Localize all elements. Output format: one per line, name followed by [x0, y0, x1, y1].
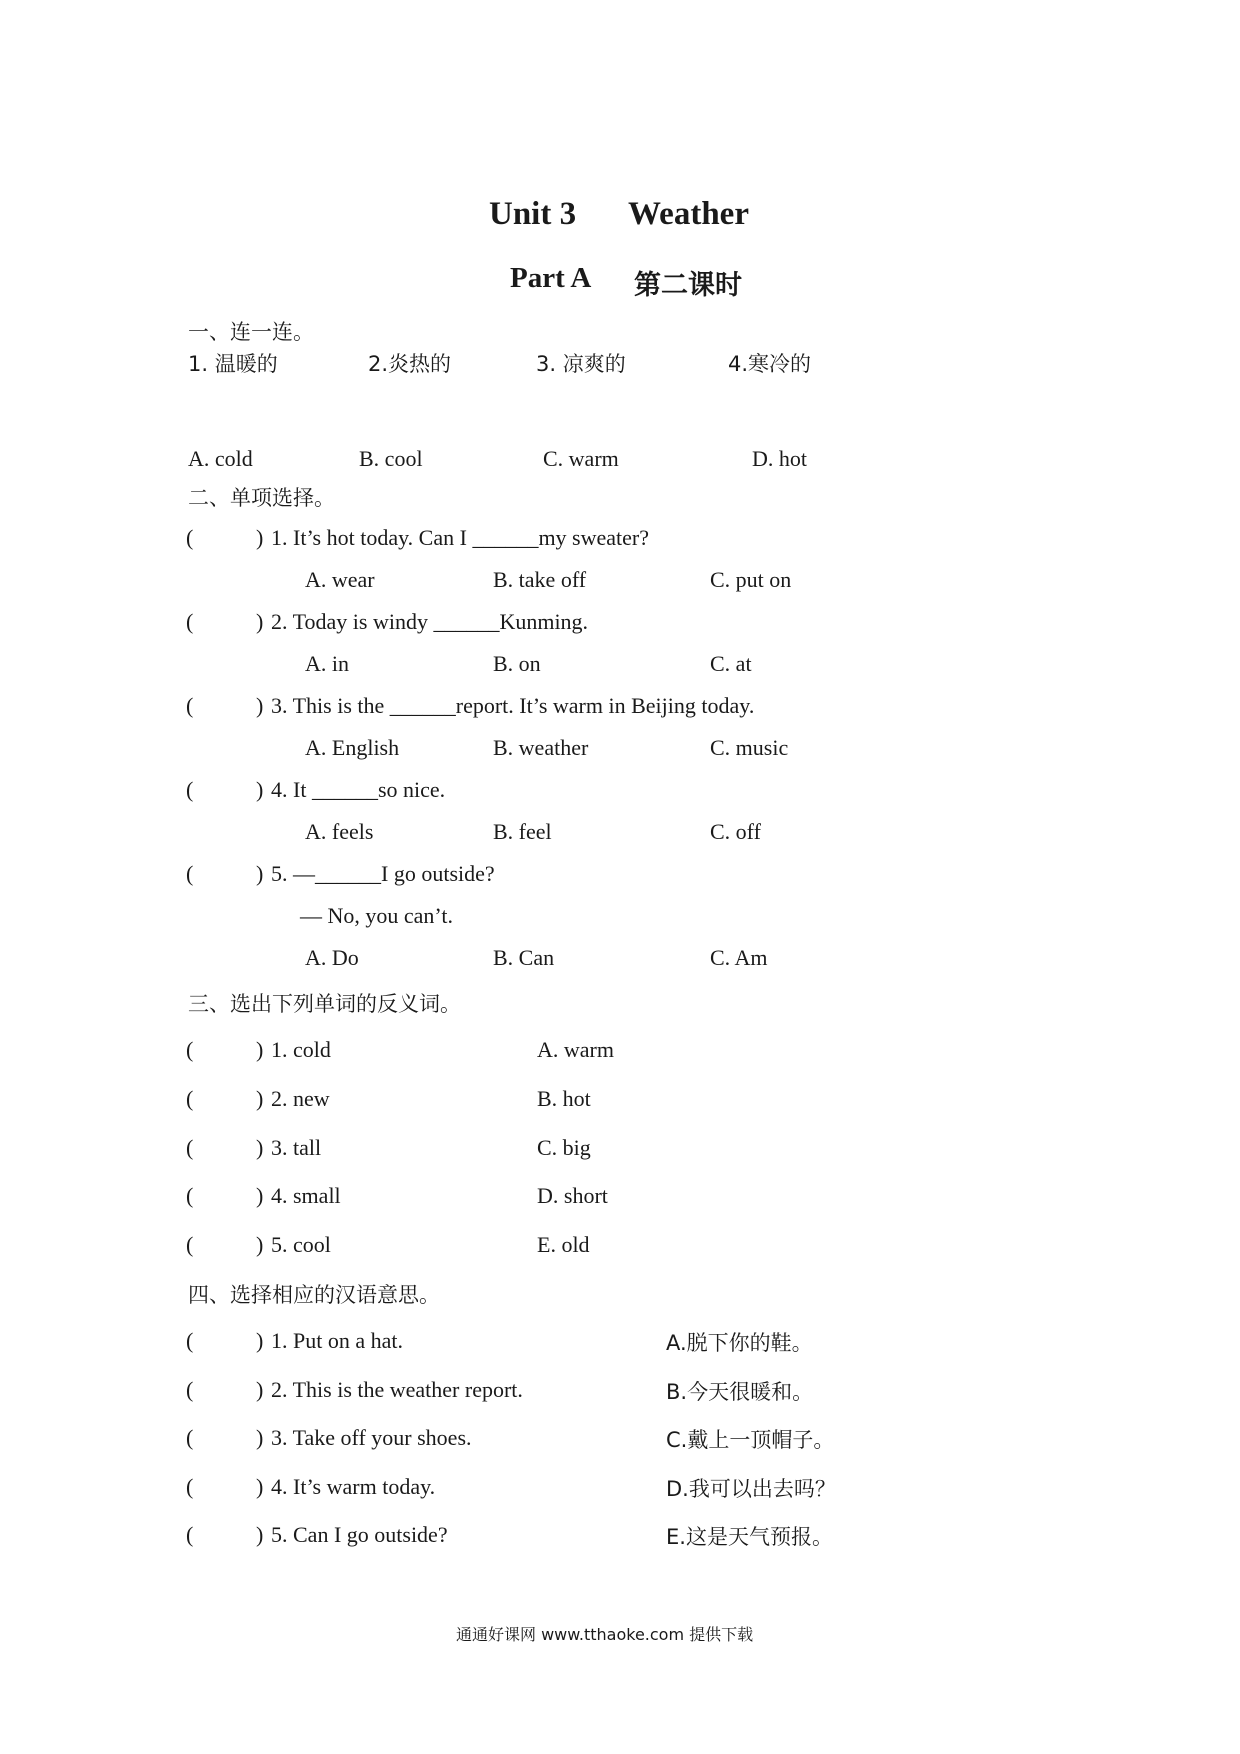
- english-sentence: 5. Can I go outside?: [271, 1522, 448, 1547]
- answer-paren-open[interactable]: (: [186, 1086, 194, 1111]
- answer-paren-close: ): [256, 1135, 264, 1160]
- english-sentence: 1. Put on a hat.: [271, 1328, 403, 1353]
- answer-paren-close: ): [256, 1232, 264, 1257]
- match-bottom-item: C. warm: [543, 446, 619, 471]
- word: 4. small: [271, 1183, 341, 1208]
- answer-paren-close: ): [256, 693, 264, 718]
- antonym-option: E. old: [537, 1232, 590, 1257]
- unit-topic: Weather: [628, 196, 749, 232]
- question-text: 1. It’s hot today. Can I ______my sweater?: [271, 525, 649, 550]
- antonym-option: C. big: [537, 1135, 591, 1160]
- option: A. English: [305, 735, 400, 760]
- match-top-item: 3. 凉爽的: [536, 352, 626, 376]
- question-text: 5. —______I go outside?: [271, 861, 495, 886]
- answer-paren-close: ): [256, 1183, 264, 1208]
- section2-heading: 二、单项选择。: [188, 486, 335, 510]
- question-text: 3. This is the ______report. It’s warm in Beijing today.: [271, 693, 755, 718]
- answer-paren-open[interactable]: (: [186, 525, 194, 550]
- option: C. music: [710, 735, 789, 760]
- answer-paren-open[interactable]: (: [186, 1328, 194, 1353]
- answer-paren-open[interactable]: (: [186, 861, 194, 886]
- option: B. feel: [493, 819, 552, 844]
- answer-paren-open[interactable]: (: [186, 1474, 194, 1499]
- match-top-item: 2.炎热的: [368, 352, 452, 376]
- answer-paren-open[interactable]: (: [186, 1135, 194, 1160]
- word: 5. cool: [271, 1232, 331, 1257]
- option: B. on: [493, 651, 541, 676]
- answer-paren-open[interactable]: (: [186, 693, 194, 718]
- answer-paren-close: ): [256, 609, 264, 634]
- answer-paren-close: ): [256, 1328, 264, 1353]
- answer-paren-open[interactable]: (: [186, 1425, 194, 1450]
- question-text: 4. It ______so nice.: [271, 777, 446, 802]
- answer-paren-close: ): [256, 1377, 264, 1402]
- answer-paren-close: ): [256, 1425, 264, 1450]
- chinese-meaning: B.今天很暖和。: [666, 1380, 814, 1404]
- chinese-meaning: A.脱下你的鞋。: [666, 1331, 813, 1355]
- answer-paren-close: ): [256, 1474, 264, 1499]
- match-bottom-item: B. cool: [359, 446, 423, 471]
- word: 1. cold: [271, 1037, 331, 1062]
- option: C. at: [710, 651, 752, 676]
- answer-paren-close: ): [256, 1037, 264, 1062]
- lesson-label: 第二课时: [634, 270, 742, 301]
- answer-paren-open[interactable]: (: [186, 1377, 194, 1402]
- answer-paren-open[interactable]: (: [186, 1183, 194, 1208]
- answer-paren-close: ): [256, 1086, 264, 1111]
- option: C. off: [710, 819, 761, 844]
- antonym-option: B. hot: [537, 1086, 591, 1111]
- answer-paren-close: ): [256, 525, 264, 550]
- answer-paren-open[interactable]: (: [186, 609, 194, 634]
- chinese-meaning: D.我可以出去吗？: [666, 1477, 836, 1501]
- match-top-item: 1. 温暖的: [188, 352, 278, 376]
- option: B. Can: [493, 945, 555, 970]
- chinese-meaning: E.这是天气预报。: [666, 1525, 833, 1549]
- answer-paren-close: ): [256, 1522, 264, 1547]
- option: B. take off: [493, 567, 587, 592]
- antonym-option: A. warm: [537, 1037, 614, 1062]
- answer-paren-close: ): [256, 777, 264, 802]
- antonym-option: D. short: [537, 1183, 608, 1208]
- answer-paren-open[interactable]: (: [186, 1232, 194, 1257]
- answer-paren-open[interactable]: (: [186, 1522, 194, 1547]
- option: C. Am: [710, 945, 768, 970]
- match-bottom-item: A. cold: [188, 446, 253, 471]
- question-text: 2. Today is windy ______Kunming.: [271, 609, 589, 634]
- option: B. weather: [493, 735, 589, 760]
- word: 2. new: [271, 1086, 330, 1111]
- option: A. in: [305, 651, 349, 676]
- option: A. feels: [305, 819, 374, 844]
- footer-credit: 通通好课网 www.tthaoke.com 提供下载: [456, 1625, 754, 1644]
- dialogue-reply: — No, you can’t.: [300, 903, 453, 928]
- answer-paren-open[interactable]: (: [186, 777, 194, 802]
- english-sentence: 2. This is the weather report.: [271, 1377, 523, 1402]
- answer-paren-open[interactable]: (: [186, 1037, 194, 1062]
- part-label: Part A: [510, 262, 592, 294]
- section4-heading: 四、选择相应的汉语意思。: [188, 1283, 440, 1307]
- section1-heading: 一、连一连。: [188, 320, 314, 344]
- english-sentence: 3. Take off your shoes.: [271, 1425, 472, 1450]
- match-top-item: 4.寒冷的: [728, 352, 812, 376]
- chinese-meaning: C.戴上一顶帽子。: [666, 1428, 835, 1452]
- option: A. wear: [305, 567, 375, 592]
- english-sentence: 4. It’s warm today.: [271, 1474, 436, 1499]
- match-bottom-item: D. hot: [752, 446, 807, 471]
- option: A. Do: [305, 945, 359, 970]
- unit-label: Unit 3: [489, 196, 577, 232]
- option: C. put on: [710, 567, 792, 592]
- word: 3. tall: [271, 1135, 322, 1160]
- section3-heading: 三、选出下列单词的反义词。: [188, 992, 461, 1016]
- answer-paren-close: ): [256, 861, 264, 886]
